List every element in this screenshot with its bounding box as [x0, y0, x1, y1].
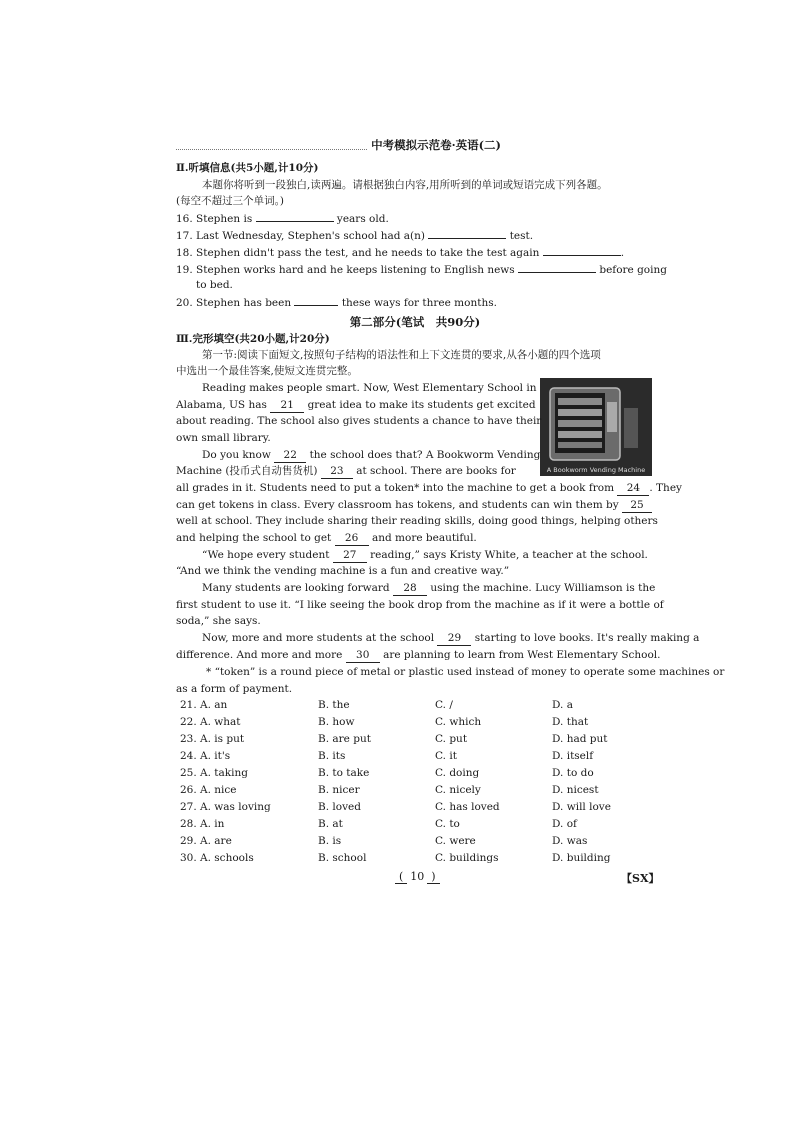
- passage-text: reading,” says Kristy White, a teacher at the school.: [370, 549, 648, 561]
- passage-line: [202, 580, 655, 596]
- option-30-b[interactable]: B. school: [318, 852, 367, 864]
- option-25-b[interactable]: B. to take: [318, 767, 370, 779]
- passage-line: well at school. They include sharing their reading skills, doing good things, helping others: [176, 515, 658, 527]
- q17-blank[interactable]: [428, 227, 506, 239]
- option-28-d[interactable]: D. of: [552, 818, 577, 830]
- option-24-b[interactable]: B. its: [318, 750, 346, 762]
- vending-machine-image: [540, 378, 652, 476]
- q18-text-after: .: [620, 247, 625, 259]
- option-28-a[interactable]: 28. A. in: [180, 818, 225, 830]
- page-number-value: 10: [410, 870, 425, 883]
- blank-23[interactable]: 23: [321, 465, 353, 479]
- passage-line: [202, 547, 648, 563]
- q18-text: 18. Stephen didn't pass the test, and he needs to take the test again: [176, 247, 540, 259]
- section2-instruction: 本题你将听到一段独白,读两遍。请根据独白内容,用所听到的单词或短语完成下列各题。: [202, 179, 608, 191]
- option-23-d[interactable]: D. had put: [552, 733, 608, 745]
- passage-line: [176, 480, 682, 496]
- passage-text: the school does that? A Bookworm Vending: [309, 449, 541, 461]
- blank-26[interactable]: 26: [335, 532, 369, 546]
- option-24-d[interactable]: D. itself: [552, 750, 594, 762]
- header-dotted-rule: [176, 141, 367, 150]
- q20-text-after: these ways for three months.: [341, 297, 497, 309]
- section2-instruction-cont: (每空不超过三个单词。): [176, 195, 284, 207]
- passage-line: [176, 497, 652, 513]
- option-29-b[interactable]: B. is: [318, 835, 342, 847]
- question-17: [176, 227, 533, 244]
- option-21-b[interactable]: B. the: [318, 699, 350, 711]
- passage-text: Alabama, US has: [176, 399, 267, 411]
- q20-blank[interactable]: [294, 294, 338, 306]
- option-27-d[interactable]: D. will love: [552, 801, 611, 813]
- option-22-b[interactable]: B. how: [318, 716, 355, 728]
- q19-text: 19. Stephen works hard and he keeps listening to English news: [176, 264, 515, 276]
- passage-line: Reading makes people smart. Now, West Elementary School in: [202, 382, 537, 394]
- passage-text: starting to love books. It's really making a: [474, 632, 700, 644]
- option-23-a[interactable]: 23. A. is put: [180, 733, 245, 745]
- passage-line: about reading. The school also gives students a chance to have their: [176, 415, 542, 427]
- footnote-cont: as a form of payment.: [176, 683, 293, 695]
- option-22-d[interactable]: D. that: [552, 716, 589, 728]
- footnote: * “token” is a round piece of metal or plastic used instead of money to operate some machines or: [206, 666, 725, 678]
- option-21-d[interactable]: D. a: [552, 699, 573, 711]
- blank-22[interactable]: 22: [274, 449, 306, 463]
- passage-line: [176, 397, 536, 413]
- passage-line: soda,” she says.: [176, 615, 261, 627]
- blank-28[interactable]: 28: [393, 582, 427, 596]
- passage-line: [202, 630, 699, 646]
- option-27-c[interactable]: C. has loved: [435, 801, 500, 813]
- edition-tag: 【SX】: [621, 872, 660, 885]
- part2-title: 第二部分(笔试 共90分): [349, 315, 481, 329]
- option-28-c[interactable]: C. to: [435, 818, 460, 830]
- photo-caption: A Bookworm Vending Machine: [546, 466, 646, 474]
- question-20: [176, 294, 497, 311]
- option-23-b[interactable]: B. are put: [318, 733, 371, 745]
- blank-29[interactable]: 29: [437, 632, 471, 646]
- passage-text: . They: [649, 482, 682, 494]
- option-27-a[interactable]: 27. A. was loving: [180, 801, 271, 813]
- option-26-c[interactable]: C. nicely: [435, 784, 481, 796]
- option-29-a[interactable]: 29. A. are: [180, 835, 232, 847]
- option-22-c[interactable]: C. which: [435, 716, 482, 728]
- q18-blank[interactable]: [543, 244, 621, 256]
- option-27-b[interactable]: B. loved: [318, 801, 361, 813]
- passage-text: using the machine. Lucy Williamson is the: [430, 582, 656, 594]
- header-title: 中考模拟示范卷·英语(二): [371, 138, 501, 152]
- passage-text: and helping the school to get: [176, 532, 332, 544]
- section2-heading: Ⅱ.听填信息(共5小题,计10分): [176, 162, 319, 174]
- option-30-a[interactable]: 30. A. schools: [180, 852, 254, 864]
- option-21-a[interactable]: 21. A. an: [180, 699, 228, 711]
- q19-text-after: before going: [599, 264, 667, 276]
- passage-line: own small library.: [176, 432, 271, 444]
- passage-text: Now, more and more students at the school: [202, 632, 435, 644]
- passage-line: “And we think the vending machine is a fun and creative way.”: [176, 565, 510, 577]
- question-19: [176, 261, 667, 278]
- passage-text: all grades in it. Students need to put a token* into the machine to get a book from: [176, 482, 615, 494]
- option-30-c[interactable]: C. buildings: [435, 852, 499, 864]
- option-24-c[interactable]: C. it: [435, 750, 457, 762]
- option-25-a[interactable]: 25. A. taking: [180, 767, 248, 779]
- q16-blank[interactable]: [256, 210, 334, 222]
- passage-text: Machine (投币式自动售货机): [176, 465, 318, 477]
- blank-25[interactable]: 25: [622, 499, 652, 513]
- page-number-close: ): [427, 870, 439, 884]
- question-19-cont: to bed.: [196, 279, 233, 291]
- vending-machine-photo: [540, 378, 652, 476]
- q17-text: 17. Last Wednesday, Stephen's school had a(n): [176, 230, 426, 242]
- blank-30[interactable]: 30: [346, 649, 380, 663]
- option-24-a[interactable]: 24. A. it's: [180, 750, 231, 762]
- option-26-a[interactable]: 26. A. nice: [180, 784, 237, 796]
- passage-text: at school. There are books for: [356, 465, 516, 477]
- option-26-d[interactable]: D. nicest: [552, 784, 599, 796]
- passage-text: Many students are looking forward: [202, 582, 390, 594]
- option-22-a[interactable]: 22. A. what: [180, 716, 241, 728]
- section3-instruction-cont: 中选出一个最佳答案,使短文连贯完整。: [176, 365, 358, 377]
- option-25-d[interactable]: D. to do: [552, 767, 594, 779]
- option-29-c[interactable]: C. were: [435, 835, 476, 847]
- page-number: [395, 870, 440, 883]
- option-30-d[interactable]: D. building: [552, 852, 611, 864]
- passage-text: can get tokens in class. Every classroom has tokens, and students can win them by: [176, 499, 619, 511]
- section3-instruction: 第一节:阅读下面短文,按照句子结构的语法性和上下文连贯的要求,从各小题的四个选项: [202, 349, 601, 361]
- passage-line: [176, 530, 477, 546]
- q16-text: 16. Stephen is: [176, 213, 253, 225]
- passage-line: [176, 647, 661, 663]
- option-29-d[interactable]: D. was: [552, 835, 588, 847]
- passage-line: [176, 463, 516, 479]
- passage-text: “We hope every student: [202, 549, 330, 561]
- q19-blank[interactable]: [518, 261, 596, 273]
- page-header: [176, 137, 501, 153]
- passage-line: first student to use it. “I like seeing the book drop from the machine as if it were a bottle of: [176, 599, 664, 611]
- passage-line: [202, 447, 540, 463]
- q20-text: 20. Stephen has been: [176, 297, 292, 309]
- passage-text: great idea to make its students get excited: [307, 399, 536, 411]
- passage-text: and more beautiful.: [371, 532, 477, 544]
- q16-text-after: years old.: [336, 213, 389, 225]
- section3-heading: Ⅲ.完形填空(共20小题,计20分): [176, 333, 330, 345]
- blank-24[interactable]: 24: [617, 482, 649, 496]
- option-28-b[interactable]: B. at: [318, 818, 343, 830]
- question-16: [176, 210, 389, 227]
- option-23-c[interactable]: C. put: [435, 733, 468, 745]
- option-21-c[interactable]: C. /: [435, 699, 453, 711]
- q17-text-after: test.: [509, 230, 534, 242]
- blank-21[interactable]: 21: [270, 399, 304, 413]
- option-26-b[interactable]: B. nicer: [318, 784, 360, 796]
- page-number-open: (: [395, 870, 407, 884]
- passage-text: difference. And more and more: [176, 649, 343, 661]
- passage-text: are planning to learn from West Elementary School.: [383, 649, 661, 661]
- option-25-c[interactable]: C. doing: [435, 767, 480, 779]
- question-18: [176, 244, 624, 261]
- blank-27[interactable]: 27: [333, 549, 367, 563]
- passage-text: Do you know: [202, 449, 271, 461]
